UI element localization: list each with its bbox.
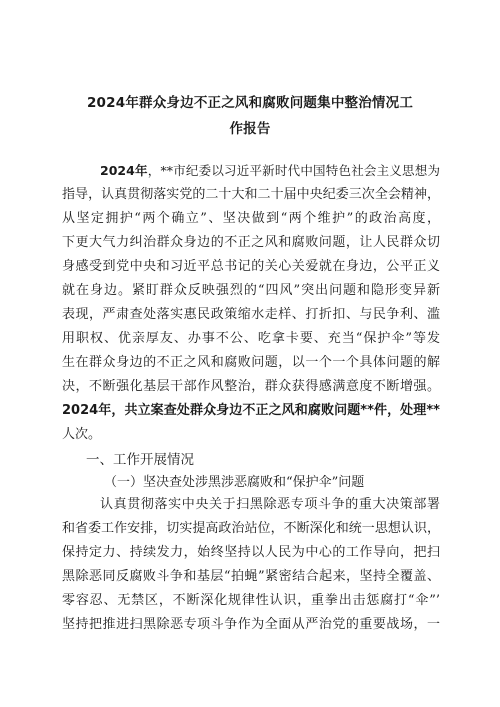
section1-line-2: 和省委工作安排，切实提高政治站位，不断深化和统一思想认识，: [62, 521, 440, 536]
intro-line-11: 2024年，共立案查处群众身边不正之风和腐败问题**件，处理**: [62, 403, 440, 418]
document-title-line-2: 作报告: [229, 121, 271, 137]
document-title-line-1: 2024年群众身边不正之风和腐败问题集中整治情况工: [86, 95, 414, 111]
intro-line-12: 人次。: [62, 427, 102, 442]
intro-line-8: 用职权、优亲厚友、办事不公、吃拿卡要、充当“保护伞”等发: [62, 331, 440, 346]
intro-line-2: 指导，认真贯彻落实党的二十大和二十届中央纪委三次全会精神，: [62, 187, 440, 202]
intro-line-1-text: ，**市纪委以习近平新时代中国特色社会主义思想为: [147, 163, 440, 178]
section1-line-3: 保持定力、持续发力，始终坚持以人民为中心的工作导向，把扫: [62, 545, 440, 560]
intro-line-3: 从坚定拥护“两个确立”、坚决做到“两个维护”的政治高度，: [62, 211, 440, 226]
intro-line-9: 生在群众身边的不正之风和腐败问题，以一个一个具体问题的解: [62, 355, 440, 370]
section1-line-1: 认真贯彻落实中央关于扫黑除恶专项斗争的重大决策部署: [100, 497, 440, 512]
intro-line-5: 身感受到党中央和习近平总书记的关心关爱就在身边，公平正义: [62, 259, 440, 274]
subsection-heading-1: （一）坚决查处涉黑涉恶腐败和“保护伞”问题: [104, 475, 365, 490]
intro-line-10: 决，不断强化基层干部作风整治，群众获得感满意度不断增强。: [62, 379, 440, 394]
section1-line-4: 黑除恶同反腐败斗争和基层“拍蝇”紧密结合起来，坚持全覆盖、: [62, 569, 440, 584]
section1-line-6: 坚持把推进扫黑除恶专项斗争作为全面从严治党的重要战场，一: [62, 617, 440, 632]
intro-line-1: [100, 162, 440, 180]
section-heading-work-progress: 一、工作开展情况: [86, 452, 194, 468]
intro-line-6: 就在身边。紧盯群众反映强烈的“四风”突出问题和隐形变异新: [62, 283, 440, 298]
intro-year: 2024年: [100, 163, 148, 178]
intro-line-7: 表现，严肃查处落实惠民政策缩水走样、打折扣、与民争利、滥: [62, 307, 440, 322]
intro-line-4: 下更大气力纠治群众身边的不正之风和腐败问题，让人民群众切: [62, 235, 440, 250]
section1-line-5: 零容忍、无禁区，不断深化规律性认识，重拳出击惩腐打“伞”’: [62, 593, 440, 608]
